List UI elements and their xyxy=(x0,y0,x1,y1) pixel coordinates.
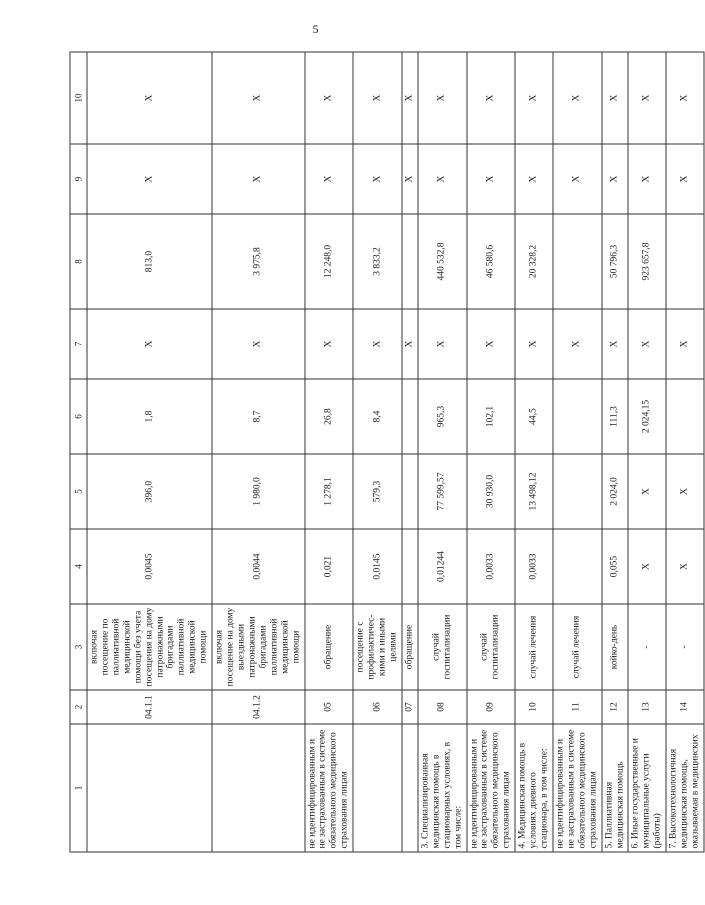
value-cell: 13 498,12 xyxy=(515,454,553,529)
value-cell: 923 657,8 xyxy=(628,214,666,309)
column-header: 8 xyxy=(70,214,87,309)
row-label: 6. Иные государственные и муниципальные услуги (работы) xyxy=(628,724,666,852)
value-cell: X xyxy=(467,144,516,214)
value-cell xyxy=(666,214,704,309)
value-cell: 1 980,0 xyxy=(212,454,304,529)
value-cell: 102,1 xyxy=(467,379,516,454)
unit-cell: обращение xyxy=(402,604,418,690)
table-row xyxy=(515,52,553,852)
value-cell: X xyxy=(353,52,402,144)
value-cell: 20 328,2 xyxy=(515,214,553,309)
value-cell: X xyxy=(515,144,553,214)
unit-cell: койко-день xyxy=(602,604,629,690)
value-cell: X xyxy=(87,144,212,214)
value-cell: X xyxy=(553,52,602,144)
value-cell: 77 599,57 xyxy=(418,454,467,529)
unit-cell: случай лечения xyxy=(515,604,553,690)
row-code: 04.1.1 xyxy=(87,690,212,724)
unit-cell: случай госпитализации xyxy=(418,604,467,690)
value-cell: 1,8 xyxy=(87,379,212,454)
rotated-table-container xyxy=(70,52,701,852)
value-cell: 50 796,3 xyxy=(602,214,629,309)
value-cell xyxy=(553,454,602,529)
row-label: не идентифицированным и не застрахованным в системе обязательного медицинского страхования лицам xyxy=(467,724,516,852)
value-cell: 3 975,8 xyxy=(212,214,304,309)
value-cell: 0,0145 xyxy=(353,529,402,604)
value-cell: 12 248,0 xyxy=(305,214,354,309)
row-label: не идентифицированным и не застрахованным в системе обязательного медицинского страхования лицам xyxy=(305,724,354,852)
column-header: 3 xyxy=(70,604,87,690)
value-cell: 0,0044 xyxy=(212,529,304,604)
value-cell: 396,0 xyxy=(87,454,212,529)
value-cell xyxy=(402,529,418,604)
value-cell: X xyxy=(628,529,666,604)
value-cell xyxy=(553,529,602,604)
table-row xyxy=(666,52,704,852)
unit-cell: обращение xyxy=(305,604,354,690)
value-cell xyxy=(402,379,418,454)
row-label: 3. Специализированная медицинская помощь в стационарных условиях, в том числе: xyxy=(418,724,467,852)
value-cell: X xyxy=(628,454,666,529)
unit-cell: посещение с профилактичес-кими и иными целями xyxy=(353,604,402,690)
value-cell: X xyxy=(418,309,467,379)
column-header: 10 xyxy=(70,52,87,144)
unit-cell: - xyxy=(666,604,704,690)
value-cell: X xyxy=(628,52,666,144)
unit-cell: включая посещение на дому выездными патронажными бригадами паллиативной медицинской помощи xyxy=(212,604,304,690)
value-cell: X xyxy=(212,52,304,144)
table-row xyxy=(402,52,418,852)
page-number: 5 xyxy=(312,22,319,36)
row-label: 5. Паллиативная медицинская помощь xyxy=(602,724,629,852)
value-cell: 0,0033 xyxy=(467,529,516,604)
column-header: 6 xyxy=(70,379,87,454)
column-header: 7 xyxy=(70,309,87,379)
value-cell: X xyxy=(467,52,516,144)
value-cell: X xyxy=(602,144,629,214)
column-header: 9 xyxy=(70,144,87,214)
value-cell: 2 024,15 xyxy=(628,379,666,454)
value-cell: X xyxy=(666,144,704,214)
row-label: 7. Высокотехнологичная медицинская помощь, оказываемая в медицинских xyxy=(666,724,704,852)
row-label: 4. Медицинская помощь в условиях дневного стационара, в том числе: xyxy=(515,724,553,852)
value-cell: 440 532,8 xyxy=(418,214,467,309)
value-cell: 30 930,0 xyxy=(467,454,516,529)
value-cell: 26,8 xyxy=(305,379,354,454)
value-cell: X xyxy=(305,309,354,379)
value-cell: X xyxy=(87,52,212,144)
value-cell: 0,0033 xyxy=(515,529,553,604)
unit-cell: случай госпитализации xyxy=(467,604,516,690)
row-code: 12 xyxy=(602,690,629,724)
value-cell: X xyxy=(402,52,418,144)
unit-cell: включая посещение по паллиативной медицинской помощи без учета посещения на дому патронажными бригадами паллиативной медицинской помощи xyxy=(87,604,212,690)
row-code: 10 xyxy=(515,690,553,724)
value-cell: 0,021 xyxy=(305,529,354,604)
row-code: 06 xyxy=(353,690,402,724)
row-code: 13 xyxy=(628,690,666,724)
value-cell: X xyxy=(418,52,467,144)
column-header: 4 xyxy=(70,529,87,604)
value-cell: X xyxy=(666,529,704,604)
value-cell: X xyxy=(515,52,553,144)
value-cell: X xyxy=(553,309,602,379)
value-cell: X xyxy=(467,309,516,379)
value-cell: X xyxy=(628,309,666,379)
table-row xyxy=(87,52,212,852)
value-cell: X xyxy=(666,52,704,144)
row-code: 07 xyxy=(402,690,418,724)
value-cell: 0,01244 xyxy=(418,529,467,604)
value-cell xyxy=(553,214,602,309)
unit-cell: случай лечения xyxy=(553,604,602,690)
table-row xyxy=(553,52,602,852)
row-code: 05 xyxy=(305,690,354,724)
value-cell: X xyxy=(418,144,467,214)
value-cell: 1 278,1 xyxy=(305,454,354,529)
value-cell: X xyxy=(305,52,354,144)
value-cell: 965,3 xyxy=(418,379,467,454)
value-cell: X xyxy=(402,144,418,214)
table-row xyxy=(418,52,467,852)
table-row xyxy=(628,52,666,852)
row-label xyxy=(212,724,304,852)
value-cell: X xyxy=(353,144,402,214)
row-label xyxy=(353,724,402,852)
value-cell: X xyxy=(353,309,402,379)
table-row xyxy=(353,52,402,852)
row-code: 14 xyxy=(666,690,704,724)
value-cell: X xyxy=(305,144,354,214)
value-cell xyxy=(402,454,418,529)
value-cell: 813,0 xyxy=(87,214,212,309)
value-cell xyxy=(553,379,602,454)
value-cell: 0,055 xyxy=(602,529,629,604)
value-cell: X xyxy=(666,454,704,529)
value-cell: 46 580,6 xyxy=(467,214,516,309)
value-cell: 8,7 xyxy=(212,379,304,454)
value-cell: X xyxy=(602,309,629,379)
column-header: 5 xyxy=(70,454,87,529)
value-cell: 8,4 xyxy=(353,379,402,454)
value-cell: X xyxy=(212,144,304,214)
column-header: 1 xyxy=(70,724,87,852)
value-cell: 2 024,0 xyxy=(602,454,629,529)
value-cell: X xyxy=(402,309,418,379)
value-cell xyxy=(402,214,418,309)
row-label: не идентифицированным и не застрахованным в системе обязательного медицинского страхования лицам xyxy=(553,724,602,852)
row-code: 08 xyxy=(418,690,467,724)
value-cell: X xyxy=(666,309,704,379)
column-header: 2 xyxy=(70,690,87,724)
value-cell: X xyxy=(553,144,602,214)
value-cell: 111,3 xyxy=(602,379,629,454)
value-cell: X xyxy=(628,144,666,214)
table-row xyxy=(467,52,516,852)
value-cell: 579,3 xyxy=(353,454,402,529)
row-code: 09 xyxy=(467,690,516,724)
value-cell: X xyxy=(87,309,212,379)
value-cell: 0,0045 xyxy=(87,529,212,604)
table-row xyxy=(602,52,629,852)
value-cell: 44,5 xyxy=(515,379,553,454)
unit-cell: - xyxy=(628,604,666,690)
value-cell: X xyxy=(515,309,553,379)
value-cell: X xyxy=(602,52,629,144)
value-cell: X xyxy=(212,309,304,379)
table-row xyxy=(305,52,354,852)
value-cell: 3 833,2 xyxy=(353,214,402,309)
table-row xyxy=(212,52,304,852)
row-code: 11 xyxy=(553,690,602,724)
row-label xyxy=(87,724,212,852)
value-cell xyxy=(666,379,704,454)
row-label xyxy=(402,724,418,852)
column-number-row xyxy=(70,52,87,852)
row-code: 04.1.2 xyxy=(212,690,304,724)
medical-care-table xyxy=(70,51,705,852)
